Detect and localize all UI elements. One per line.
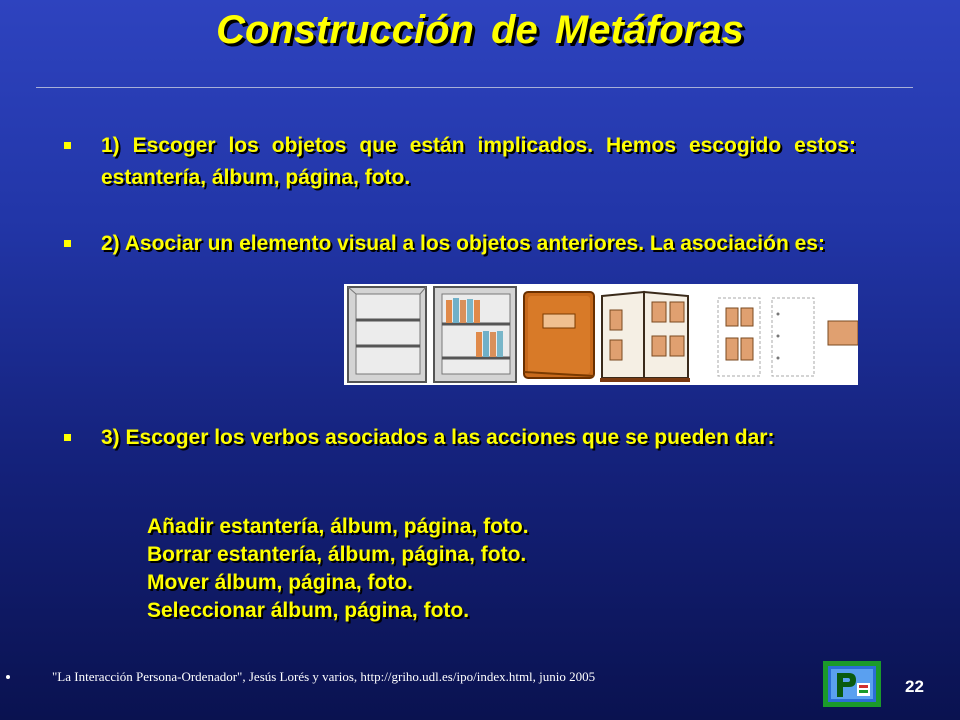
title-divider bbox=[36, 87, 913, 88]
bullet-text: 3) Escoger los verbos asociados a las acciones que se pueden dar: bbox=[101, 426, 775, 449]
blank-page-icon bbox=[772, 298, 814, 376]
open-album-icon bbox=[600, 292, 690, 382]
bullet-text: 1) Escoger los objetos que están implicados. Hemos escogido estos: estantería, álbum, página, foto. bbox=[101, 134, 856, 189]
page-with-photos-icon bbox=[718, 298, 760, 376]
verb-item: Borrar estantería, álbum, página, foto. bbox=[147, 543, 527, 566]
verb-item: Añadir estantería, álbum, página, foto. bbox=[147, 515, 529, 538]
footer-citation: "La Interacción Persona-Ordenador", Jesús Lorés y varios, http://griho.udl.es/ipo/index.html, junio 2005 bbox=[52, 669, 596, 684]
photo-icon bbox=[828, 321, 858, 345]
closed-album-icon bbox=[524, 292, 594, 378]
page-number: 22 bbox=[905, 677, 924, 696]
empty-bookshelf-icon bbox=[348, 287, 426, 382]
bullet-marker bbox=[64, 434, 71, 441]
footer-bullet bbox=[6, 675, 10, 679]
verb-list bbox=[147, 513, 529, 625]
metaphor-objects-image bbox=[344, 284, 858, 385]
verb-item: Seleccionar álbum, página, foto. bbox=[147, 599, 470, 622]
slide-title: Construcción de Metáforas bbox=[216, 8, 744, 52]
bullet-text: 2) Asociar un elemento visual a los objetos anteriores. La asociación es: bbox=[101, 232, 825, 255]
bullet-marker bbox=[64, 240, 71, 247]
logo-icon bbox=[823, 661, 881, 707]
bullet-marker bbox=[64, 142, 71, 149]
bookshelf-with-albums-icon bbox=[434, 287, 516, 382]
verb-item: Mover álbum, página, foto. bbox=[147, 571, 414, 594]
